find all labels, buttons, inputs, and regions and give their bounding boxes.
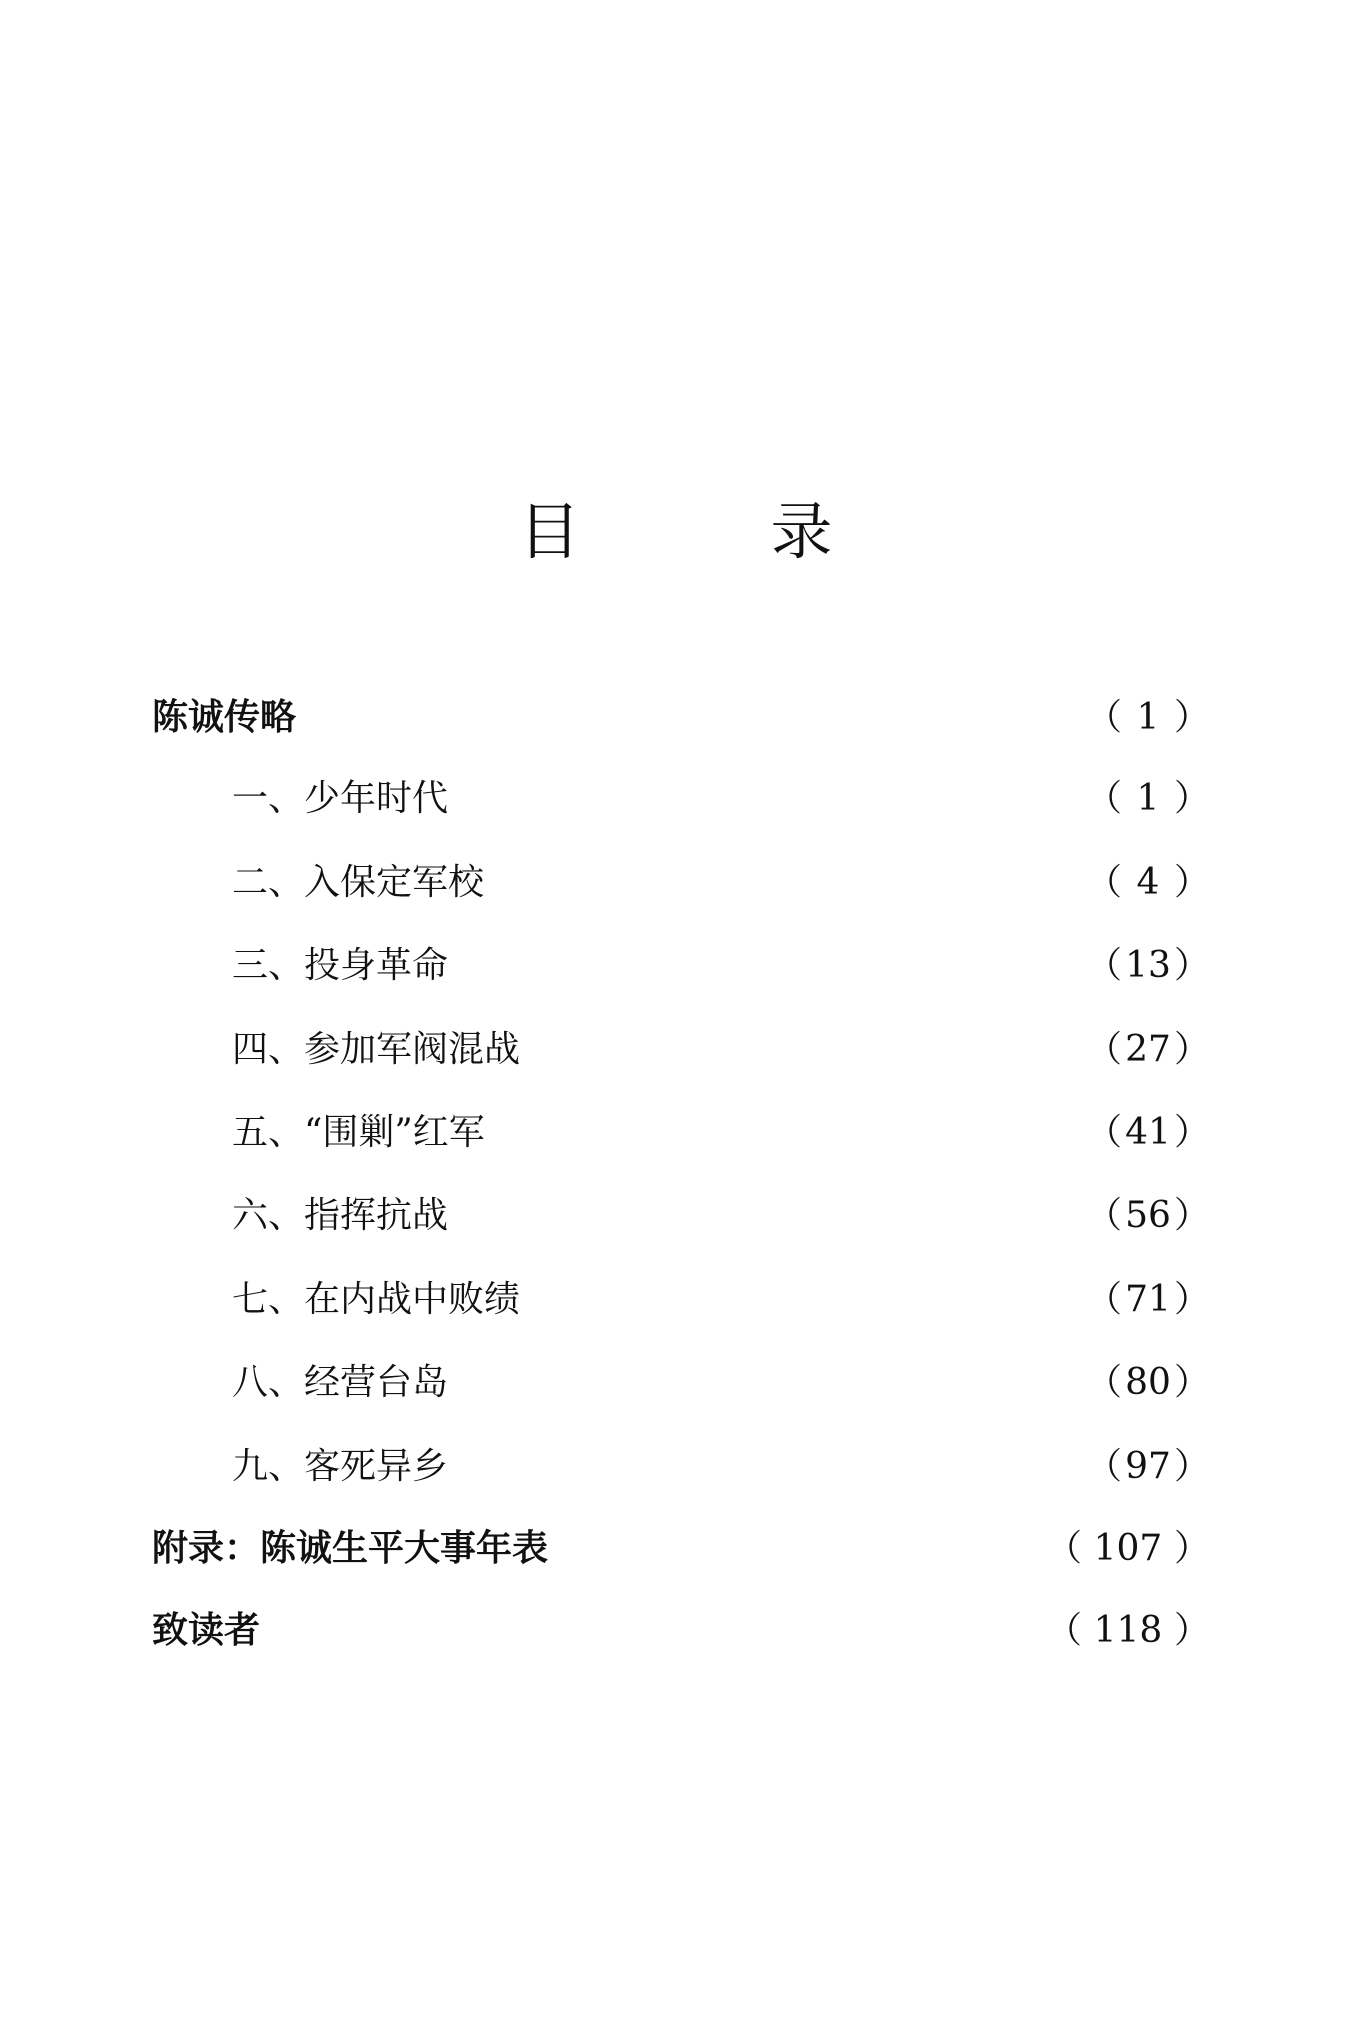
toc-entry-label: 六、指挥抗战 <box>232 1195 449 1236</box>
toc-entry-label: 四、参加军阀混战 <box>232 1029 521 1070</box>
dot-leader <box>454 769 1080 829</box>
toc-entry-to-readers[interactable] <box>152 1601 1210 1661</box>
page-title <box>0 492 1351 572</box>
dot-leader <box>554 1519 1040 1579</box>
toc-page-number: （ 80 ） <box>1085 1362 1210 1403</box>
toc-entry-chapter-9[interactable] <box>232 1437 1210 1497</box>
toc-entry-label: 致读者 <box>152 1610 261 1651</box>
dot-leader <box>526 1020 1080 1080</box>
toc-entry-label: 陈诚传略 <box>152 697 297 738</box>
dot-leader <box>454 936 1080 996</box>
toc-entry-label: 二、入保定军校 <box>232 862 485 903</box>
toc-entry-chapter-5[interactable] <box>232 1103 1210 1163</box>
toc-page-number: （ 56 ） <box>1085 1195 1210 1236</box>
dot-leader <box>454 1353 1080 1413</box>
toc-page-number: （ 27 ） <box>1085 1029 1210 1070</box>
toc-page-number: （ 41 ） <box>1085 1112 1210 1153</box>
toc-page-number: （ 118 ） <box>1045 1610 1210 1651</box>
dot-leader <box>266 1601 1040 1661</box>
toc-page-number: （ 107 ） <box>1045 1528 1210 1569</box>
toc-page-number: （ 1 ） <box>1085 697 1210 738</box>
title-char-1: 目 <box>518 495 581 568</box>
toc-entry-appendix-chronology[interactable] <box>152 1519 1210 1579</box>
dot-leader <box>302 688 1080 748</box>
toc-entry-label: 九、客死异乡 <box>232 1446 449 1487</box>
toc-entry-chapter-6[interactable] <box>232 1186 1210 1246</box>
toc-page-number: （ 97 ） <box>1085 1446 1210 1487</box>
toc-entry-chapter-4[interactable] <box>232 1020 1210 1080</box>
title-char-2: 录 <box>770 495 833 568</box>
dot-leader <box>454 1437 1080 1497</box>
dot-leader <box>454 1186 1080 1246</box>
toc-page-number: （ 4 ） <box>1085 862 1210 903</box>
toc-entry-label: 三、投身革命 <box>232 945 449 986</box>
toc-entry-label: 八、经营台岛 <box>232 1362 449 1403</box>
toc-entry-label: 一、少年时代 <box>232 778 449 819</box>
toc-entry-label: 附录：陈诚生平大事年表 <box>152 1528 549 1569</box>
toc-entry-label: 五、“围剿”红军 <box>232 1112 485 1153</box>
toc-entry-biography[interactable] <box>152 688 1210 748</box>
dot-leader <box>526 1270 1080 1330</box>
toc-page-number: （ 71 ） <box>1085 1279 1210 1320</box>
toc-entry-chapter-2[interactable] <box>232 853 1210 913</box>
toc-entry-label: 七、在内战中败绩 <box>232 1279 521 1320</box>
dot-leader <box>491 1103 1080 1163</box>
toc-page-number: （ 1 ） <box>1085 778 1210 819</box>
toc-entry-chapter-8[interactable] <box>232 1353 1210 1413</box>
dot-leader <box>490 853 1080 913</box>
toc-page-number: （ 13 ） <box>1085 945 1210 986</box>
toc-entry-chapter-3[interactable] <box>232 936 1210 996</box>
toc-entry-chapter-1[interactable] <box>232 769 1210 829</box>
toc-entry-chapter-7[interactable] <box>232 1270 1210 1330</box>
